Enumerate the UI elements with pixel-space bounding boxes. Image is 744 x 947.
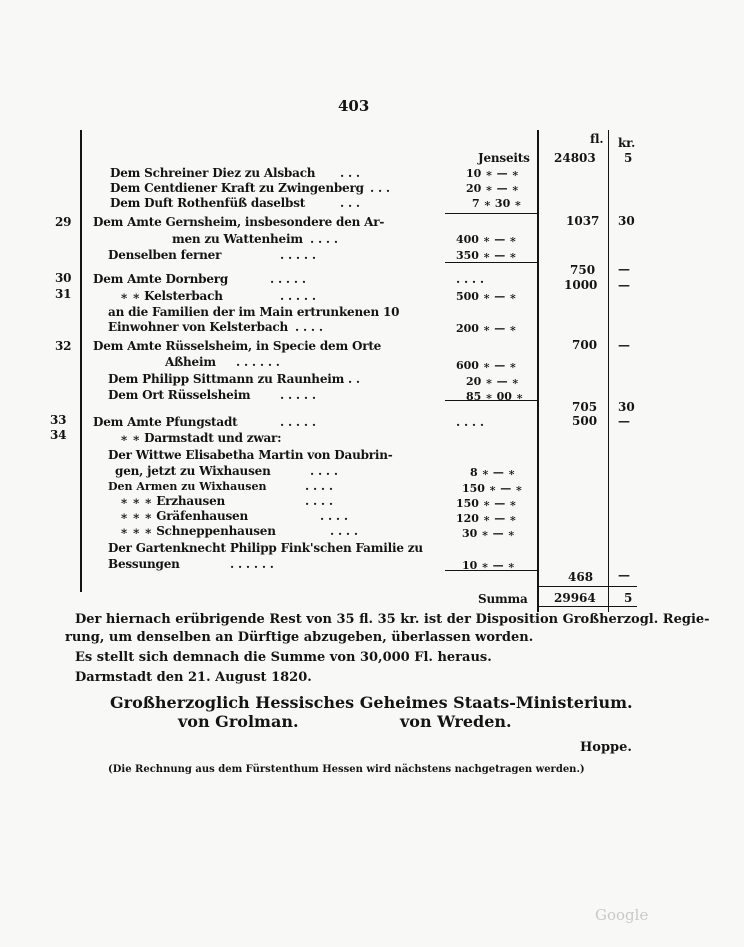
entry-dots: . . . . . xyxy=(280,388,316,402)
entry-dots: . . . . xyxy=(330,524,358,538)
subtotal-rule-1 xyxy=(445,213,538,214)
entry-dots: . . . . . xyxy=(280,248,316,262)
entry-fl: 500 xyxy=(572,414,598,428)
entry-label: Der Gartenknecht Philipp Fink'schen Familie zu xyxy=(108,541,423,555)
entry-amount: 8 ∗ — ∗ xyxy=(470,466,516,479)
entry-label: Dem Duft Rothenfüß daselbst xyxy=(110,196,306,210)
entry-label: ∗ ∗ ∗ Schneppenhausen xyxy=(120,524,276,538)
entry-dots: . . . . xyxy=(305,479,333,493)
entry-label: Denselben ferner xyxy=(108,248,222,262)
footer-line-3: Es stellt sich demnach die Summe von 30,000 Fl. heraus. xyxy=(75,650,492,665)
entry-kr: — xyxy=(618,414,630,428)
entry-kr: 30 xyxy=(618,400,635,414)
entry-amount: 7 ∗ 30 ∗ xyxy=(472,197,522,210)
entry-label: ∗ ∗ Darmstadt und zwar: xyxy=(120,431,282,445)
footer-line-4: Darmstadt den 21. August 1820. xyxy=(75,670,312,685)
summa-kr: 5 xyxy=(624,591,633,605)
entry-kr: — xyxy=(618,278,630,292)
subtotal-rule-2 xyxy=(445,262,538,263)
entry-dots: . . . xyxy=(340,372,360,386)
entry-number: 31 xyxy=(55,287,72,301)
entry-kr: — xyxy=(618,338,630,352)
entry-dots: . . . . . xyxy=(270,272,306,286)
entry-fl: 1000 xyxy=(564,278,598,292)
entry-dots: . . . . xyxy=(310,464,338,478)
entry-amount: 150 ∗ — ∗ xyxy=(462,482,523,495)
entry-label: Dem Philipp Sittmann zu Raunheim xyxy=(108,372,345,386)
entry-label: Dem Amte Rüsselsheim, in Specie dem Orte xyxy=(93,339,382,353)
entry-label: Dem Amte Pfungstadt xyxy=(93,415,238,429)
entry-dots: . . . xyxy=(370,181,390,195)
entry-amount: 120 ∗ — ∗ xyxy=(456,512,517,525)
entry-label: ∗ ∗ ∗ Erzhausen xyxy=(120,494,226,508)
entry-dots: . . . . . xyxy=(280,289,316,303)
entry-amount: 350 ∗ — ∗ xyxy=(456,249,517,262)
entry-amount: 150 ∗ — ∗ xyxy=(456,497,517,510)
entry-label: gen, jetzt zu Wixhausen xyxy=(115,464,271,478)
entry-amount: . . . . xyxy=(456,272,484,286)
entry-dots: . . . . xyxy=(305,494,333,508)
entry-label: Dem Amte Dornberg xyxy=(93,272,229,286)
entry-amount: 85 ∗ 00 ∗ xyxy=(466,390,524,403)
entry-dots: . . . . xyxy=(320,509,348,523)
entry-amount: 500 ∗ — ∗ xyxy=(456,290,517,303)
summa-label: Summa xyxy=(478,592,528,606)
entry-label: ∗ ∗ Kelsterbach xyxy=(120,289,223,303)
footer-line-1: Der hiernach erübrigende Rest von 35 fl. 35 kr. ist der Disposition Großherzogl. Regie- xyxy=(75,612,710,627)
jenseits-kr: 5 xyxy=(624,151,633,165)
entry-label: Dem Schreiner Diez zu Alsbach xyxy=(110,166,316,180)
entry-label: Der Wittwe Elisabetha Martin von Daubrin- xyxy=(108,448,393,462)
entry-amount: 400 ∗ — ∗ xyxy=(456,233,517,246)
entry-fl: 1037 xyxy=(566,214,600,228)
entry-dots: . . . . . xyxy=(280,415,316,429)
entry-number: 29 xyxy=(55,215,72,229)
entry-kr: 30 xyxy=(618,214,635,228)
entry-number: 30 xyxy=(55,271,72,285)
footer-line-2: rung, um denselben an Dürftige abzugeben, überlassen worden. xyxy=(65,630,534,645)
entry-amount: 10 ∗ — ∗ xyxy=(466,167,519,180)
entry-label: Dem Centdiener Kraft zu Zwingenberg xyxy=(110,181,364,195)
entry-label: ∗ ∗ ∗ Gräfenhausen xyxy=(120,509,249,523)
header-fl: fl. xyxy=(590,132,604,146)
entry-amount: 200 ∗ — ∗ xyxy=(456,322,517,335)
summa-rule-top xyxy=(537,586,637,587)
entry-fl: 750 xyxy=(570,263,596,277)
scan-watermark: Google xyxy=(595,906,649,924)
middle-rule xyxy=(537,130,539,612)
entry-amount: 10 ∗ — ∗ xyxy=(462,559,515,572)
signature-hoppe: Hoppe. xyxy=(580,740,632,755)
entry-label: Bessungen xyxy=(108,557,180,571)
entry-dots: . . . . . . xyxy=(236,355,280,369)
entry-label: Aßheim xyxy=(165,355,216,369)
entry-number: 34 xyxy=(50,428,67,442)
entry-amount: 20 ∗ — ∗ xyxy=(466,375,519,388)
entry-amount: . . . . xyxy=(456,415,484,429)
entry-label: Dem Amte Gernsheim, insbesondere den Ar- xyxy=(93,215,385,229)
entry-amount: 30 ∗ — ∗ xyxy=(462,527,515,540)
entry-dots: . . . . xyxy=(310,232,338,246)
footnote: (Die Rechnung aus dem Fürstenthum Hessen wird nächstens nachgetragen werden.) xyxy=(108,764,585,775)
entry-label: men zu Wattenheim xyxy=(172,232,303,246)
entry-amount: 20 ∗ — ∗ xyxy=(466,182,519,195)
entry-fl: 700 xyxy=(572,338,598,352)
header-kr: kr. xyxy=(618,136,636,150)
entry-number: 32 xyxy=(55,339,72,353)
signature-grolman: von Grolman. xyxy=(178,712,299,731)
left-rule xyxy=(80,130,82,592)
entry-dots: . . . xyxy=(340,166,360,180)
signature-wreden: von Wreden. xyxy=(400,712,512,731)
page-number: 403 xyxy=(338,97,370,115)
summa-rule-bottom xyxy=(537,606,637,607)
summa-fl: 29964 xyxy=(554,591,596,605)
jenseits-label: Jenseits xyxy=(478,151,530,165)
entry-dots: . . . . xyxy=(295,320,323,334)
jenseits-fl: 24803 xyxy=(554,151,596,165)
entry-dots: . . . . . . xyxy=(230,557,274,571)
entry-fl: 705 xyxy=(572,400,598,414)
entry-kr: — xyxy=(618,262,630,276)
entry-label: Den Armen zu Wixhausen xyxy=(108,480,267,493)
entry-label: an die Familien der im Main ertrunkenen 10 xyxy=(108,305,400,319)
entry-label: Dem Ort Rüsselsheim xyxy=(108,388,251,402)
entry-kr: — xyxy=(618,568,630,582)
entry-label: Einwohner von Kelsterbach xyxy=(108,320,289,334)
entry-amount: 600 ∗ — ∗ xyxy=(456,359,517,372)
ministry-title: Großherzoglich Hessisches Geheimes Staats-Ministerium. xyxy=(110,693,633,712)
entry-number: 33 xyxy=(50,413,67,427)
kr-rule xyxy=(608,130,609,612)
entry-dots: . . . xyxy=(340,196,360,210)
entry-fl: 468 xyxy=(568,570,594,584)
